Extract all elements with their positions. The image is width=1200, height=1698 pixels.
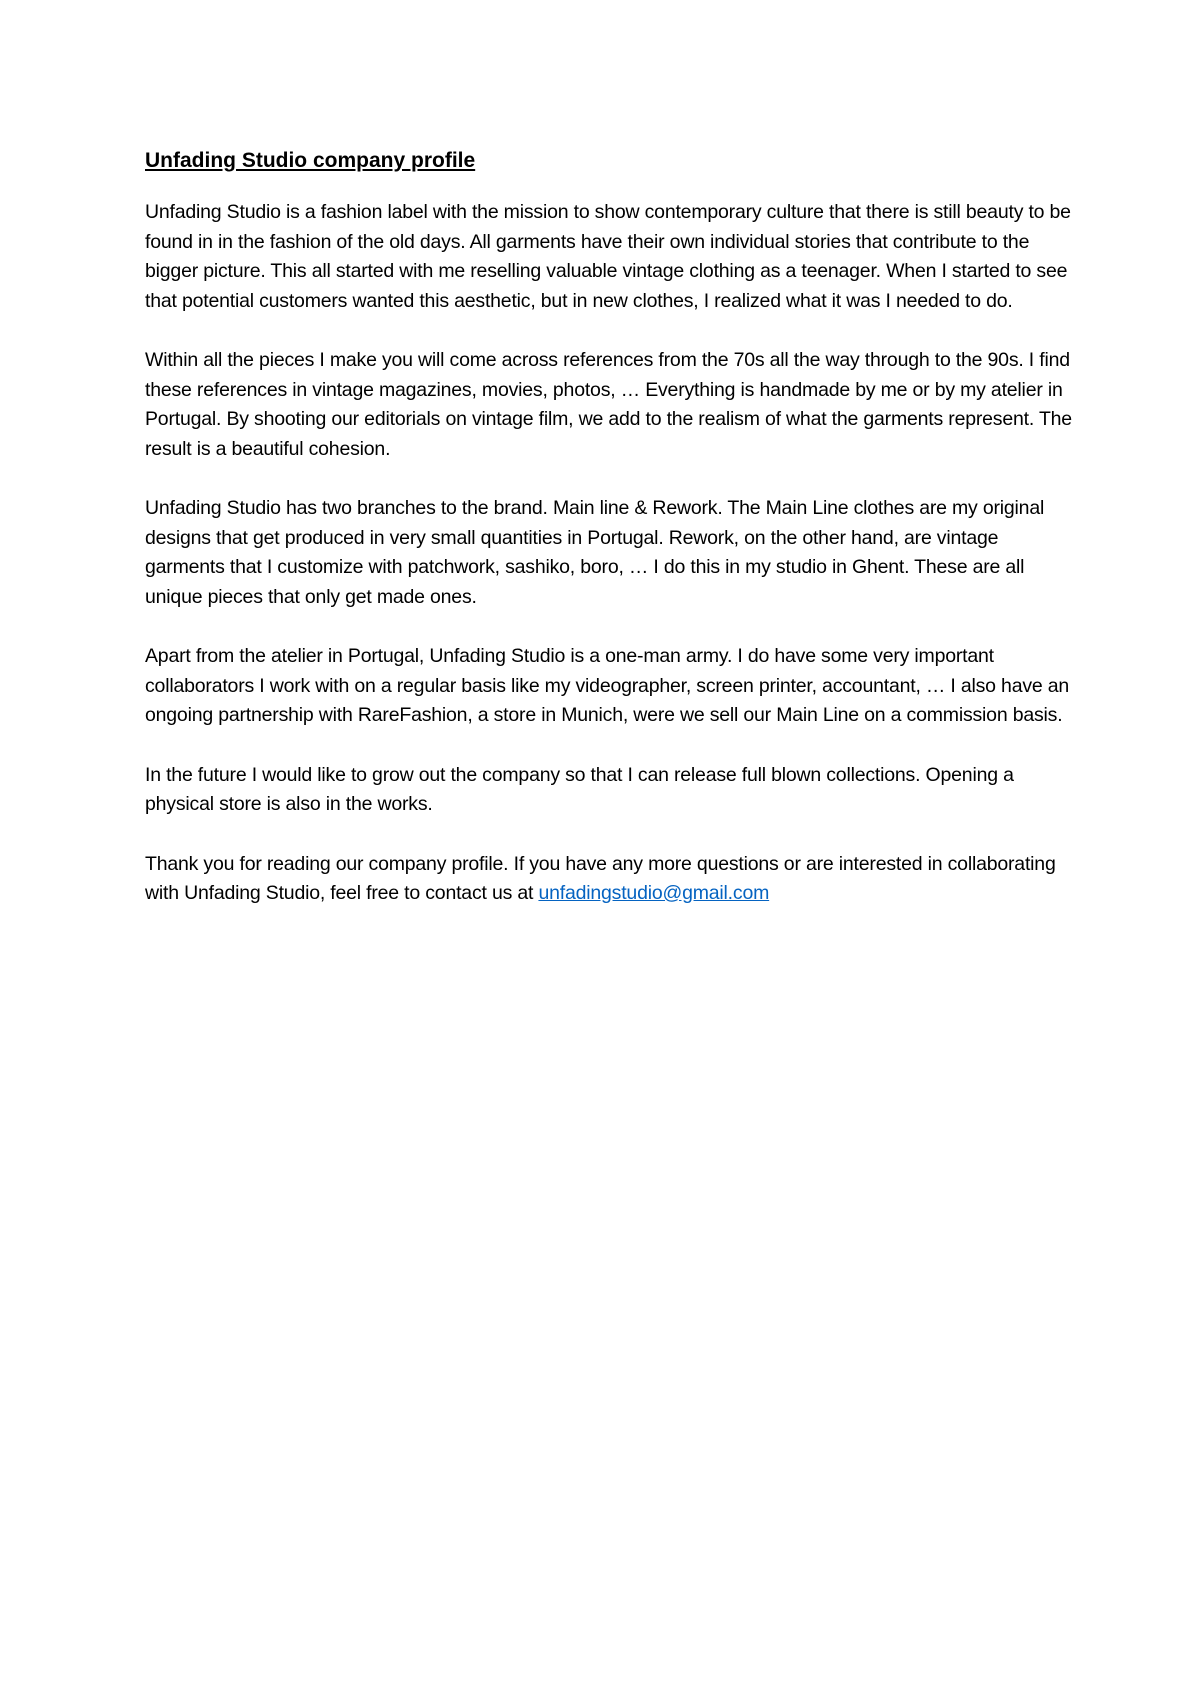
closing-text: Thank you for reading our company profile. If you have any more questions or are interested in collaborating with Unfading Studio, feel free to contact us at	[145, 852, 1056, 904]
document-body	[145, 146, 1075, 939]
paragraph-future: In the future I would like to grow out the company so that I can release full blown collections. Opening a physical store is also in the works.	[145, 763, 1014, 815]
paragraph-branches: Unfading Studio has two branches to the brand. Main line & Rework. The Main Line clothes are my original designs that get produced in very small quantities in Portugal. Rework, on the other hand, are vintage garments that I customize with patchwork, sashiko, boro, … I do this in my studio in Ghent. These are all unique pieces that only get made ones.	[145, 497, 1045, 608]
paragraph-closing	[145, 850, 1075, 909]
document-title: Unfading Studio company profile	[145, 149, 476, 172]
paragraph-collaborators: Apart from the atelier in Portugal, Unfading Studio is a one-man army. I do have some very important collaborators I work with on a regular basis like my videographer, screen printer, accountant, … I also have an ongoing partnership with RareFashion, a store in Munich, were we sell our Main Line on a commission basis.	[145, 645, 1070, 726]
paragraph-references: Within all the pieces I make you will come across references from the 70s all the way through to the 90s. I find these references in vintage magazines, movies, photos, … Everything is handmade by me or by my atelier in Portugal. By shooting our editorials on vintage film, we add to the realism of what the garments represent. The result is a beautiful cohesion.	[145, 349, 1072, 460]
contact-email-link[interactable]: unfadingstudio@gmail.com	[538, 882, 770, 904]
paragraph-mission: Unfading Studio is a fashion label with the mission to show contemporary culture that there is still beauty to be found in in the fashion of the old days. All garments have their own individual stories that contribute to the bigger picture. This all started with me reselling valuable vintage clothing as a teenager. When I started to see that potential customers wanted this aesthetic, but in new clothes, I realized what it was I needed to do.	[145, 201, 1071, 312]
